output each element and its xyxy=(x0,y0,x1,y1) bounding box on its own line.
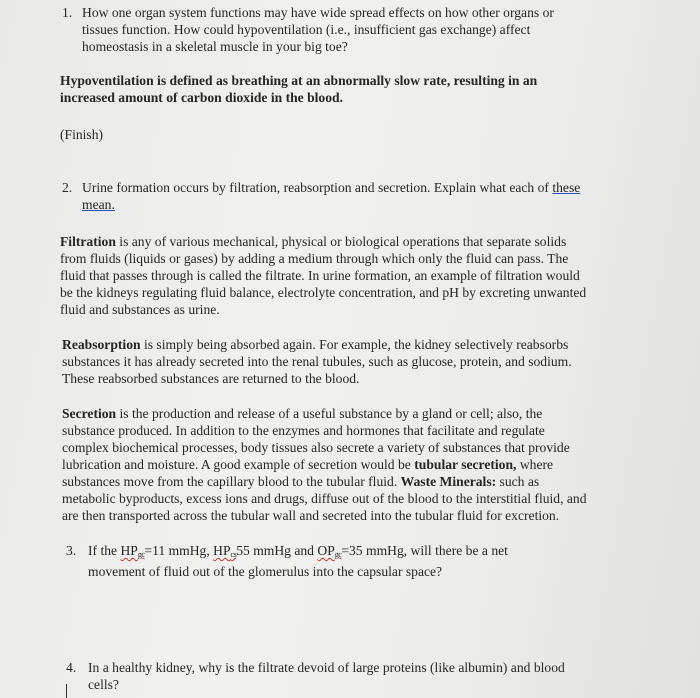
filtration-paragraph[interactable] xyxy=(60,233,586,318)
question-text xyxy=(88,659,565,693)
question-text xyxy=(82,179,580,213)
text-run: is simply being absorbed again. For example, the kidney selectively reabsorbs xyxy=(140,337,569,352)
symbol: OP xyxy=(317,543,335,558)
subscript: gc xyxy=(334,550,342,559)
question-text xyxy=(88,542,508,580)
question-number: 1. xyxy=(62,5,73,20)
text-run: If the xyxy=(88,543,121,558)
text-line xyxy=(62,456,587,473)
text-line: cells? xyxy=(88,677,119,692)
text-cursor[interactable] xyxy=(66,684,67,698)
text-run: such as xyxy=(496,474,540,489)
term-secretion: Secretion xyxy=(62,406,117,421)
text-line: fluid and substances as urine. xyxy=(60,302,220,317)
text-line: In a healthy kidney, why is the filtrate devoid of large proteins (like albumin) and blood xyxy=(88,660,565,675)
text-line: movement of fluid out of the glomerulus into the capsular space? xyxy=(88,564,443,579)
term-filtration: Filtration xyxy=(60,234,116,249)
link-these[interactable]: these xyxy=(552,180,581,195)
text-run: =11 mmHg, xyxy=(144,543,214,558)
text-run: =35 mmHg, will there be a net xyxy=(341,543,508,558)
term-tubular-secretion: tubular secretion, xyxy=(414,457,517,472)
text-line xyxy=(82,179,580,196)
subscript: cs xyxy=(230,550,237,559)
text-line xyxy=(60,233,586,250)
text-line: complex biochemical processes, body tissues also secrete a variety of substances that provide xyxy=(62,440,570,455)
text-line: These reabsorbed substances are returned to the blood. xyxy=(62,371,360,386)
term-reabsorption: Reabsorption xyxy=(62,337,141,352)
text-line: substance produced. In addition to the enzymes and hormones that facilitate and regulate xyxy=(62,423,545,438)
text-line: be the kidneys regulating fluid balance, electrolyte concentration, and pH by excreting unwanted xyxy=(60,285,587,300)
link-mean[interactable]: mean. xyxy=(82,197,115,212)
text-run: is any of various mechanical, physical or biological operations that separate solids xyxy=(115,234,567,249)
text-run: lubrication and moisture. A good example of secretion would be xyxy=(62,457,415,472)
text-run: where xyxy=(516,457,554,472)
op-gc-term xyxy=(317,543,341,558)
text-line xyxy=(88,542,508,563)
question-text xyxy=(82,4,554,55)
text-run: 55 mmHg and xyxy=(236,543,318,558)
term-waste-minerals: Waste Minerals: xyxy=(400,474,497,489)
text-run: Urine formation occurs by filtration, reabsorption and secretion. Explain what each of xyxy=(82,180,549,195)
finish-note: (Finish) xyxy=(60,127,104,142)
subscript: gc xyxy=(137,550,145,559)
text-line: homeostasis in a skeletal muscle in your big toe? xyxy=(82,39,348,54)
hp-cs-term xyxy=(213,543,236,558)
text-line: from fluids (liquids or gases) by adding a medium through which only the fluid can pass. The xyxy=(60,251,569,266)
question-number: 4. xyxy=(66,660,77,675)
text-line xyxy=(62,405,587,422)
text-line: increased amount of carbon dioxide in the blood. xyxy=(60,90,343,105)
text-run: substances move from the capillary blood to the tubular fluid. xyxy=(62,474,401,489)
text-line: substances it has already secreted into the renal tubules, such as glucose, protein, and sodium. xyxy=(62,354,572,369)
text-line: are then transported across the tubular wall and secreted into the tubular fluid for excretion. xyxy=(62,508,560,523)
text-line: tissues function. How could hypoventilation (i.e., insufficient gas exchange) affect xyxy=(82,22,531,37)
question-number: 3. xyxy=(66,543,77,558)
question-number: 2. xyxy=(62,180,73,195)
answer-1[interactable] xyxy=(60,72,537,106)
text-line: Hypoventilation is defined as breathing at an abnormally slow rate, resulting in an xyxy=(60,73,538,88)
text-line xyxy=(62,473,587,490)
text-line xyxy=(82,196,580,213)
text-line: metabolic byproducts, excess ions and drugs, diffuse out of the blood to the interstitial fluid, and xyxy=(62,491,587,506)
text-line: How one organ system functions may have wide spread effects on how other organs or xyxy=(82,5,554,20)
text-line: fluid that passes through is called the filtrate. In urine formation, an example of filtration would xyxy=(60,268,580,283)
symbol: HP xyxy=(120,543,138,558)
reabsorption-paragraph[interactable] xyxy=(62,336,572,387)
text-line xyxy=(62,336,572,353)
hp-gc-term xyxy=(120,543,144,558)
text-run: is the production and release of a useful substance by a gland or cell; also, the xyxy=(116,406,543,421)
secretion-paragraph[interactable] xyxy=(62,405,587,524)
symbol: HP xyxy=(213,543,231,558)
